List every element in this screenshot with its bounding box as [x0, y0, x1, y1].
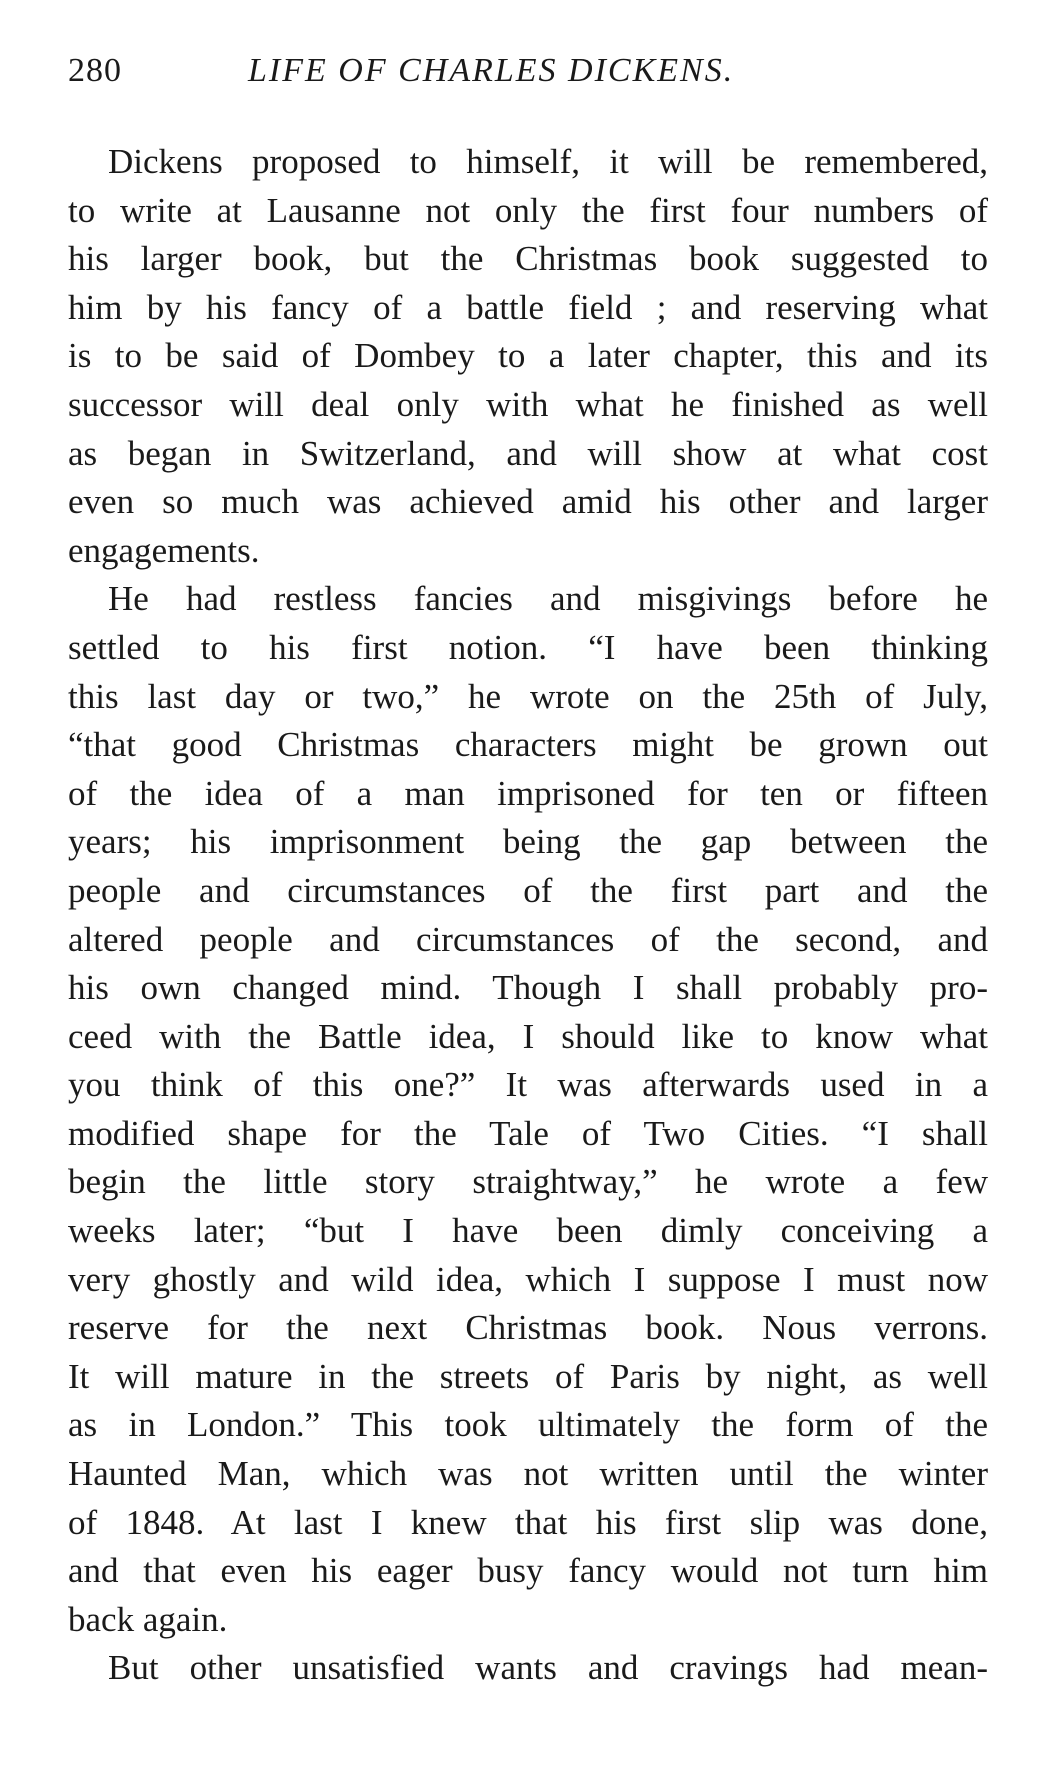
page-number: 280 [68, 52, 122, 89]
text-line: of the idea of a man imprisoned for ten or fifteen [68, 773, 988, 813]
text-line: as in London.” This took ultimately the form of the [68, 1405, 988, 1445]
text-line: back again. [68, 1599, 228, 1639]
text-line: But other unsatisfied wants and cravings had mean- [108, 1648, 988, 1688]
text-line: of 1848. At last I knew that his first slip was done, [68, 1502, 988, 1542]
text-line: this last day or two,” he wrote on the 25th of July, [68, 676, 988, 716]
text-line: is to be said of Dombey to a later chapter, this and its [68, 336, 988, 376]
paragraph [68, 138, 988, 575]
text-line: ceed with the Battle idea, I should like to know what [68, 1016, 988, 1056]
text-line: him by his fancy of a battle field ; and reserving what [68, 287, 988, 327]
text-line: engagements. [68, 530, 260, 570]
text-line: years; his imprisonment being the gap between the [68, 822, 988, 862]
text-line: He had restless fancies and misgivings before he [108, 579, 988, 619]
text-line: It will mature in the streets of Paris by night, as well [68, 1356, 988, 1396]
text-line: reserve for the next Christmas book. Nous verrons. [68, 1308, 988, 1348]
text-line: you think of this one?” It was afterwards used in a [68, 1065, 988, 1105]
text-line: altered people and circumstances of the second, and [68, 919, 988, 959]
text-line: begin the little story straightway,” he wrote a few [68, 1162, 988, 1202]
running-head [68, 52, 988, 102]
text-line: and that even his eager busy fancy would not turn him [68, 1551, 988, 1591]
text-line: as began in Switzerland, and will show at what cost [68, 433, 988, 473]
text-line: successor will deal only with what he finished as well [68, 384, 988, 424]
paragraph [68, 575, 988, 1644]
text-line: even so much was achieved amid his other and larger [68, 482, 988, 522]
text-line: settled to his first notion. “I have been thinking [68, 627, 988, 667]
text-line: weeks later; “but I have been dimly conceiving a [68, 1211, 988, 1251]
text-line: his own changed mind. Though I shall probably pro- [68, 968, 988, 1008]
text-line: very ghostly and wild idea, which I suppose I must now [68, 1259, 988, 1299]
paragraph [68, 1644, 988, 1693]
text-line: Dickens proposed to himself, it will be remembered, [108, 142, 988, 181]
text-line: to write at Lausanne not only the first four numbers of [68, 190, 988, 230]
running-title: LIFE OF CHARLES DICKENS. [248, 52, 735, 89]
text-line: Haunted Man, which was not written until the winter [68, 1454, 988, 1494]
text-line: people and circumstances of the first part and the [68, 870, 988, 910]
body-text [68, 138, 988, 1693]
text-line: modified shape for the Tale of Two Cities. “I shall [68, 1113, 988, 1153]
text-line: “that good Christmas characters might be grown out [68, 725, 988, 765]
text-line: his larger book, but the Christmas book suggested to [68, 239, 988, 279]
